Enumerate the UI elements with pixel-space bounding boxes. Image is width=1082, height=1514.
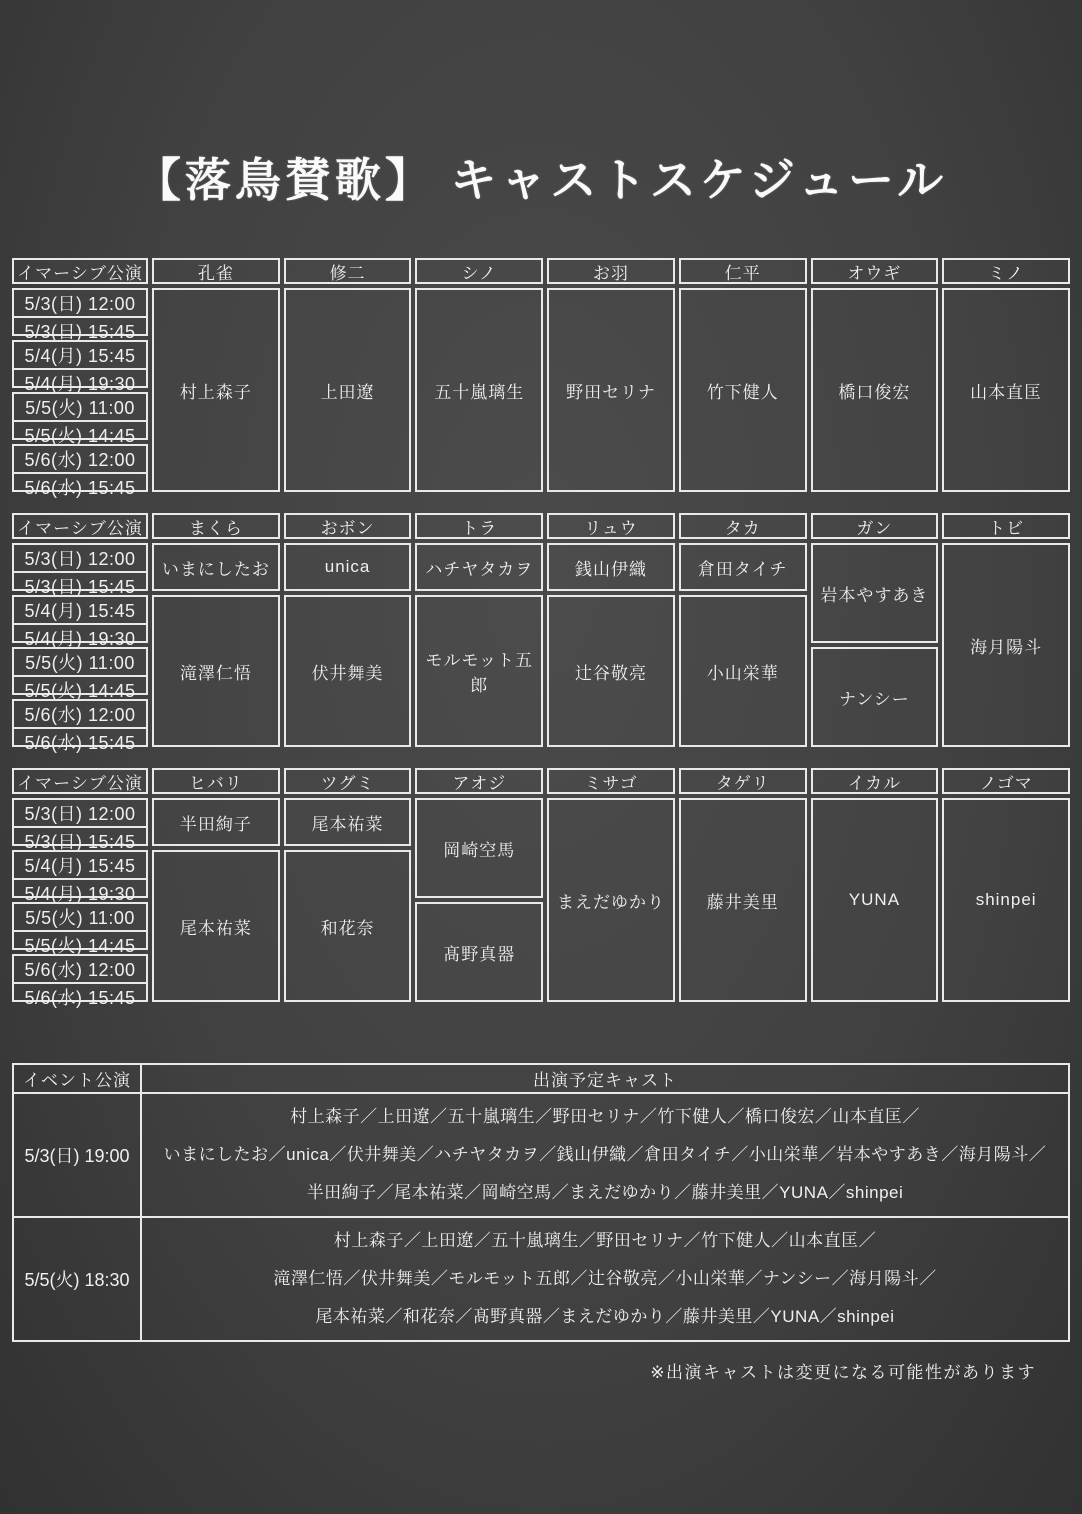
cast-cell: いまにしたお (152, 543, 280, 591)
cast-cell: 銭山伊織 (547, 543, 675, 591)
time-cell: 5/3(日) 15:45 (14, 571, 146, 599)
immersive-table-2 (12, 513, 1070, 753)
cast-cell: 橋口俊宏 (811, 288, 939, 492)
event-cast-line: 半田絢子／尾本祐菜／岡崎空馬／まえだゆかり／藤井美里／YUNA／shinpei (306, 1183, 904, 1202)
time-cell: 5/3(日) 12:00 (24, 294, 136, 314)
time-cell: 5/4(月) 19:30 (14, 368, 146, 396)
cast-cell: 海月陽斗 (942, 543, 1070, 747)
cast-cell: 村上森子 (152, 288, 280, 492)
time-cell: 5/5(火) 14:45 (14, 675, 146, 703)
role-header: イカル (811, 768, 939, 794)
role-header: シノ (415, 258, 543, 284)
table-label: イマーシブ公演 (12, 258, 148, 284)
time-group (12, 850, 148, 904)
time-cell: 5/4(月) 15:45 (24, 601, 136, 621)
event-row (13, 1093, 1069, 1217)
role-header: リュウ (547, 513, 675, 539)
time-cell: 5/6(水) 15:45 (14, 727, 146, 755)
cast-cell: 岩本やすあき (811, 543, 939, 643)
cast-cell: 髙野真器 (415, 902, 543, 1002)
time-group (12, 954, 148, 1008)
time-cell: 5/5(火) 14:45 (14, 420, 146, 448)
cast-cell: まえだゆかり (547, 798, 675, 1002)
role-header: トビ (942, 513, 1070, 539)
event-cast-line: 村上森子／上田遼／五十嵐璃生／野田セリナ／竹下健人／山本直匡／ (333, 1231, 877, 1250)
cast-cell: 辻谷敬亮 (547, 595, 675, 747)
cast-cell: 倉田タイチ (679, 543, 807, 591)
event-cast-line: いまにしたお／unica／伏井舞美／ハチヤタカヲ／銭山伊織／倉田タイチ／小山栄華／岩本やすあき／海月陽斗／ (163, 1145, 1047, 1164)
role-header: 孔雀 (152, 258, 280, 284)
event-cast-cell (141, 1217, 1069, 1341)
time-cell: 5/3(日) 12:00 (24, 804, 136, 824)
time-group (12, 902, 148, 956)
time-cell: 5/5(火) 11:00 (25, 398, 135, 418)
time-cell: 5/6(水) 12:00 (24, 960, 136, 980)
immersive-table-3 (12, 768, 1070, 1008)
cast-schedule-title: 【落鳥賛歌】 キャストスケジュール (134, 155, 948, 206)
cast-cell: モルモット五郎 (415, 595, 543, 747)
role-header: オウギ (811, 258, 939, 284)
time-group (12, 647, 148, 701)
cast-cell: 竹下健人 (679, 288, 807, 492)
role-header: ノゴマ (942, 768, 1070, 794)
time-group (12, 595, 148, 649)
event-cast-line: 滝澤仁悟／伏井舞美／モルモット五郎／辻谷敬亮／小山栄華／ナンシー／海月陽斗／ (273, 1269, 937, 1288)
schedule-footnote: ※出演キャストは変更になる可能性があります (650, 1363, 1036, 1382)
role-header: お羽 (547, 258, 675, 284)
time-group (12, 699, 148, 753)
cast-cell: 和花奈 (284, 850, 412, 1002)
immersive-table-1 (12, 258, 1070, 498)
time-cell: 5/6(水) 12:00 (24, 705, 136, 725)
cast-cell: ナンシー (811, 647, 939, 747)
time-cell: 5/5(火) 11:00 (25, 908, 135, 928)
time-group (12, 444, 148, 498)
time-cell: 5/4(月) 19:30 (14, 623, 146, 651)
cast-cell: 上田遼 (284, 288, 412, 492)
cast-cell: 野田セリナ (547, 288, 675, 492)
role-header: トラ (415, 513, 543, 539)
event-cast-cell (141, 1093, 1069, 1217)
cast-cell: 尾本祐菜 (284, 798, 412, 846)
cast-cell: YUNA (811, 798, 939, 1002)
event-table-label: イベント公演 (13, 1064, 141, 1093)
cast-cell: 伏井舞美 (284, 595, 412, 747)
cast-cell: unica (284, 543, 412, 591)
cast-cell: 藤井美里 (679, 798, 807, 1002)
cast-cell: 五十嵐璃生 (415, 288, 543, 492)
event-cast-line: 尾本祐菜／和花奈／髙野真器／まえだゆかり／藤井美里／YUNA／shinpei (315, 1307, 895, 1326)
time-cell: 5/4(月) 19:30 (14, 878, 146, 906)
cast-cell: 岡崎空馬 (415, 798, 543, 898)
time-cell: 5/5(火) 11:00 (25, 653, 135, 673)
time-cell: 5/6(水) 15:45 (14, 472, 146, 500)
event-table (12, 1063, 1070, 1342)
time-group (12, 340, 148, 394)
cast-cell: 小山栄華 (679, 595, 807, 747)
time-group (12, 798, 148, 852)
event-time-cell: 5/5(火) 18:30 (13, 1217, 141, 1341)
role-header: アオジ (415, 768, 543, 794)
role-header: ヒバリ (152, 768, 280, 794)
cast-cell: ハチヤタカヲ (415, 543, 543, 591)
role-header: 修二 (284, 258, 412, 284)
cast-cell: shinpei (942, 798, 1070, 1002)
time-cell: 5/5(火) 14:45 (14, 930, 146, 958)
time-group (12, 543, 148, 597)
event-row (13, 1217, 1069, 1341)
time-cell: 5/6(水) 15:45 (14, 982, 146, 1010)
role-header: まくら (152, 513, 280, 539)
time-group (12, 392, 148, 446)
event-cast-header: 出演予定キャスト (141, 1064, 1069, 1093)
cast-cell: 半田絢子 (152, 798, 280, 846)
cast-cell: 尾本祐菜 (152, 850, 280, 1002)
role-header: ガン (811, 513, 939, 539)
time-cell: 5/4(月) 15:45 (24, 346, 136, 366)
time-group (12, 288, 148, 342)
table-label: イマーシブ公演 (12, 768, 148, 794)
cast-cell: 山本直匡 (942, 288, 1070, 492)
time-cell: 5/4(月) 15:45 (24, 856, 136, 876)
table-label: イマーシブ公演 (12, 513, 148, 539)
event-cast-line: 村上森子／上田遼／五十嵐璃生／野田セリナ／竹下健人／橋口俊宏／山本直匡／ (290, 1107, 920, 1126)
role-header: タカ (679, 513, 807, 539)
role-header: ツグミ (284, 768, 412, 794)
event-header-row (13, 1064, 1069, 1093)
role-header: ミサゴ (547, 768, 675, 794)
event-time-cell: 5/3(日) 19:00 (13, 1093, 141, 1217)
time-cell: 5/3(日) 12:00 (24, 549, 136, 569)
role-header: 仁平 (679, 258, 807, 284)
time-cell: 5/3(日) 15:45 (14, 316, 146, 344)
cast-cell: 滝澤仁悟 (152, 595, 280, 747)
role-header: おボン (284, 513, 412, 539)
time-cell: 5/6(水) 12:00 (24, 450, 136, 470)
role-header: タゲリ (679, 768, 807, 794)
time-cell: 5/3(日) 15:45 (14, 826, 146, 854)
role-header: ミノ (942, 258, 1070, 284)
